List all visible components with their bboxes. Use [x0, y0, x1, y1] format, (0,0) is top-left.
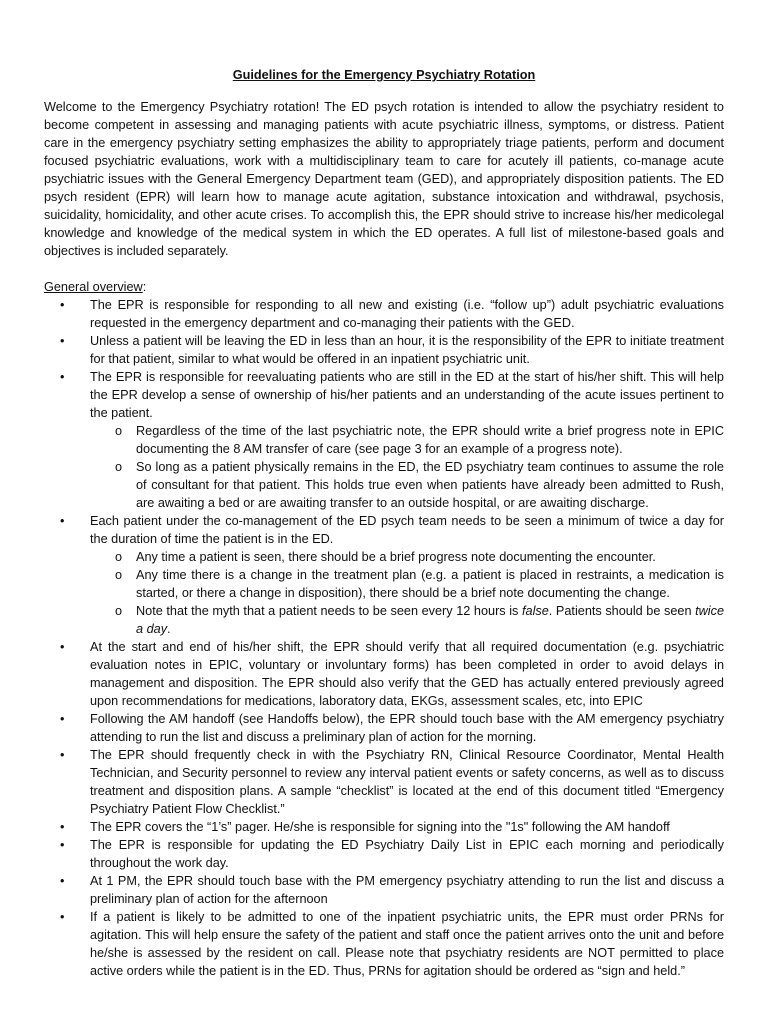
sub-bullet-text: So long as a patient physically remains in the ED, the ED psychiatry team continues to assume the role of consultant for that patient. This holds true even when patients have already been admitted to Rush, are awaiting a bed or are awaiting transfer to an outside hospital, or are awaiting discharge. — [136, 460, 724, 510]
sub-bullet-icon: o — [115, 460, 123, 474]
list-item — [44, 368, 724, 512]
list-item — [44, 908, 724, 980]
sub-bullet-icon: o — [115, 424, 123, 438]
myth-note-end: . — [167, 622, 171, 636]
myth-note-start: Note that the myth that a patient needs to be seen every 12 hours is — [136, 604, 522, 618]
bullet-text: The EPR should frequently check in with the Psychiatry RN, Clinical Resource Coordinator, Mental Health Technician, and Security personnel to review any interval patient events or safety concerns, as well as to discuss treatment and disposition plans. A sample “checklist” is located at the end of this document titled “Emergency Psychiatry Patient Flow Checklist.” — [90, 748, 724, 816]
sub-list-item — [90, 566, 724, 602]
list-item — [44, 332, 724, 368]
section-heading-colon: : — [142, 280, 147, 294]
sub-bullet-text: Any time a patient is seen, there should be a brief progress note documenting the encounter. — [136, 550, 656, 564]
bullet-text: The EPR is responsible for updating the ED Psychiatry Daily List in EPIC each morning and periodically throughout the work day. — [90, 838, 724, 870]
bullet-icon: • — [60, 370, 65, 384]
sub-list-item — [90, 602, 724, 638]
list-item — [44, 638, 724, 710]
sub-bullet-icon: o — [115, 604, 123, 618]
bullet-text: Unless a patient will be leaving the ED in less than an hour, it is the responsibility of the EPR to initiate treatment for that patient, similar to what would be offered in an inpatient psychiatric unit. — [90, 334, 724, 366]
bullet-icon: • — [60, 838, 65, 852]
myth-note — [136, 604, 724, 636]
list-item — [44, 710, 724, 746]
myth-note-false: false — [521, 604, 549, 618]
list-item — [44, 836, 724, 872]
bullet-text: Each patient under the co-management of the ED psych team needs to be seen a minimum of twice a day for the duration of time the patient is in the ED. — [90, 514, 724, 546]
bullet-text: If a patient is likely to be admitted to one of the inpatient psychiatric units, the EPR must order PRNs for agitation. This will help ensure the safety of the patient and staff once the patient arrives onto the unit and before he/she is assessed by the resident on call. Please note that psychiatry residents are NOT permitted to place active orders while the patient is in the ED. Thus, PRNs for agitation should be ordered as “sign and held.” — [90, 910, 724, 978]
bullet-icon: • — [60, 712, 65, 726]
bullet-icon: • — [60, 334, 65, 348]
bullet-icon: • — [60, 874, 65, 888]
section-heading-line — [44, 278, 724, 296]
overview-bullet-list — [44, 296, 724, 980]
bullet-icon: • — [60, 820, 65, 834]
sub-bullet-icon: o — [115, 568, 123, 582]
list-item — [44, 512, 724, 638]
sub-list-item — [90, 422, 724, 458]
sub-bullet-text: Regardless of the time of the last psychiatric note, the EPR should write a brief progress note in EPIC documenting the 8 AM transfer of care (see page 3 for an example of a progress note). — [136, 424, 724, 456]
bullet-text: At the start and end of his/her shift, the EPR should verify that all required documentation (e.g. psychiatric evaluation notes in EPIC, voluntary or involuntary forms) has been completed in order to avoid delays in management and disposition. The EPR should also verify that the GED has actually entered previously agreed upon recommendations for medications, laboratory data, EKGs, assessment scales, etc, into EPIC — [90, 640, 724, 708]
sub-bullet-icon: o — [115, 550, 123, 564]
myth-note-middle: . Patients should be seen — [548, 604, 696, 618]
sub-list-item — [90, 548, 724, 566]
list-item — [44, 296, 724, 332]
myth-note-twice-a-day: twice a day — [136, 604, 725, 636]
sub-bullet-text: Any time there is a change in the treatment plan (e.g. a patient is placed in restraints, a medication is started, or there a change in disposition), there should be a brief note documenting the change. — [136, 568, 724, 600]
bullet-icon: • — [60, 748, 65, 762]
list-item — [44, 746, 724, 818]
bullet-icon: • — [60, 910, 65, 924]
sub-list-item — [90, 458, 724, 512]
sub-bullet-list — [90, 422, 724, 512]
bullet-icon: • — [60, 640, 65, 654]
bullet-text: The EPR is responsible for responding to all new and existing (i.e. “follow up”) adult psychiatric evaluations requested in the emergency department and co-managing their patients with the GED. — [90, 298, 724, 330]
list-item — [44, 818, 724, 836]
list-item — [44, 872, 724, 908]
document-title: Guidelines for the Emergency Psychiatry Rotation — [232, 68, 536, 82]
bullet-text: Following the AM handoff (see Handoffs below), the EPR should touch base with the AM emergency psychiatry attending to run the list and discuss a preliminary plan of action for the morning. — [90, 712, 724, 744]
sub-bullet-list — [90, 548, 724, 638]
bullet-icon: • — [60, 514, 65, 528]
bullet-text: The EPR covers the “1’s” pager. He/she is responsible for signing into the "1s" following the AM handoff — [90, 820, 670, 834]
section-heading: General overview — [44, 280, 143, 294]
intro-paragraph: Welcome to the Emergency Psychiatry rotation! The ED psych rotation is intended to allow the psychiatry resident to become competent in assessing and managing patients with acute psychiatric illness, symptoms, or distress. Patient care in the emergency psychiatry setting emphasizes the ability to appropriately triage patients, perform and document focused psychiatric evaluations, work with a multidisciplinary team to care for acutely ill patients, co-manage acute psychiatric issues with the General Emergency Department team (GED), and appropriately disposition patients. The ED psych resident (EPR) will learn how to manage acute agitation, substance intoxication and withdrawal, psychosis, suicidality, homicidality, and other acute crises. To accomplish this, the EPR should strive to increase his/her medicolegal knowledge and knowledge of the medical system in which the ED operates. A full list of milestone-based goals and objectives is included separately. — [44, 100, 724, 258]
bullet-text: At 1 PM, the EPR should touch base with the PM emergency psychiatry attending to run the list and discuss a preliminary plan of action for the afternoon — [90, 874, 724, 906]
bullet-text: The EPR is responsible for reevaluating patients who are still in the ED at the start of his/her shift. This will help the EPR develop a sense of ownership of his/her patients and an understanding of the acute issues pertinent to the patient. — [90, 370, 724, 420]
bullet-icon: • — [60, 298, 65, 312]
